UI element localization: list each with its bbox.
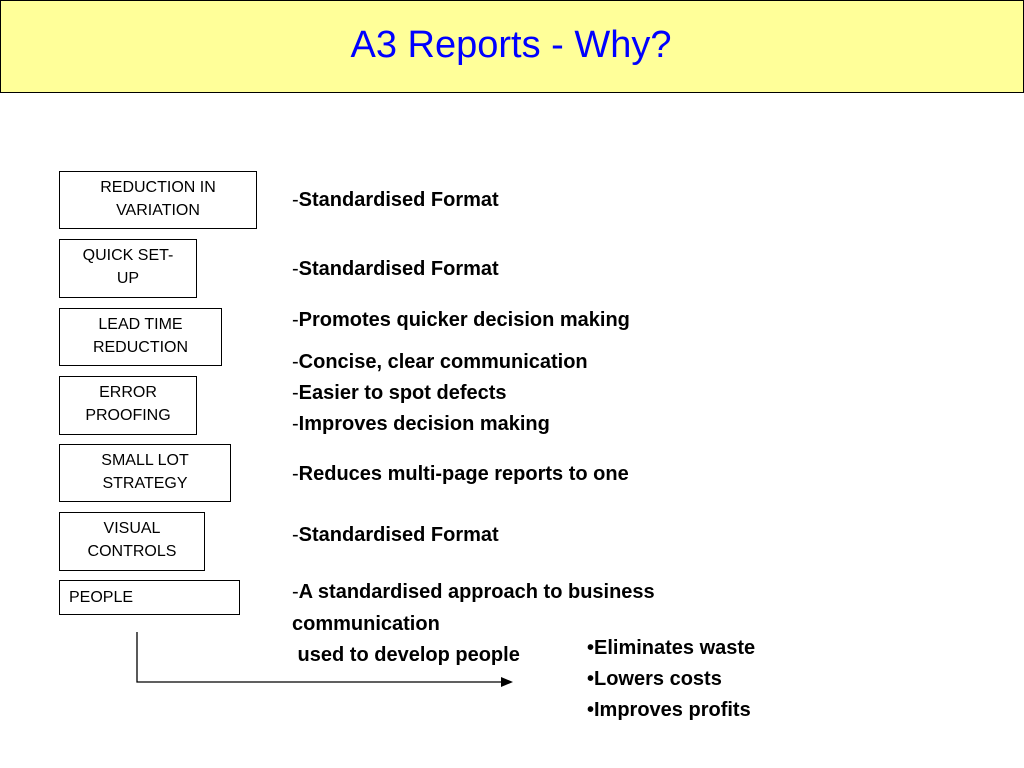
box-label-line: QUICK SET- — [82, 247, 174, 264]
dash-prefix: - — [292, 524, 299, 546]
point-text: Standardised Format — [298, 524, 499, 546]
benefit-item: •Improves profits — [587, 699, 751, 721]
box-label-line: REDUCTION IN — [100, 179, 216, 196]
box-label-line: ERROR — [99, 384, 157, 401]
benefit-item: •Lowers costs — [587, 668, 722, 690]
box-label-line: SMALL LOT — [101, 452, 189, 469]
benefit-item: •Eliminates waste — [587, 637, 756, 659]
point-text: Concise, clear communication — [298, 351, 588, 373]
box-label-line: CONTROLS — [87, 543, 177, 560]
dash-prefix: - — [292, 258, 299, 280]
point-text: Standardised Format — [298, 258, 499, 280]
point-line-continued: used to develop people — [292, 644, 520, 666]
dash-prefix: - — [292, 351, 299, 373]
point-text: Reduces multi-page reports to one — [298, 463, 629, 485]
point-text: Improves decision making — [298, 413, 550, 435]
box-label-line: VARIATION — [116, 202, 200, 219]
point-text: Standardised Format — [298, 189, 499, 211]
box-label-line: STRATEGY — [102, 475, 188, 492]
connector-line — [137, 632, 503, 682]
dash-prefix: - — [292, 463, 299, 485]
point-text: A standardised approach to business — [298, 581, 655, 603]
box-label-line: PEOPLE — [69, 589, 134, 606]
arrow-head-icon — [501, 677, 513, 687]
page-title: A3 Reports - Why? — [350, 24, 672, 66]
box-label-line: REDUCTION — [92, 339, 189, 356]
box-label-line: LEAD TIME — [98, 316, 183, 333]
box-label-line: PROOFING — [85, 407, 171, 424]
dash-prefix: - — [292, 413, 299, 435]
dash-prefix: - — [292, 382, 299, 404]
point-line-continued: communication — [292, 613, 440, 635]
box-label-line: UP — [116, 270, 140, 287]
point-text: Easier to spot defects — [298, 382, 507, 404]
dash-prefix: - — [292, 189, 299, 211]
dash-prefix: - — [292, 581, 299, 603]
box-label-line: VISUAL — [103, 520, 161, 537]
dash-prefix: - — [292, 309, 299, 331]
point-text: Promotes quicker decision making — [298, 309, 630, 331]
